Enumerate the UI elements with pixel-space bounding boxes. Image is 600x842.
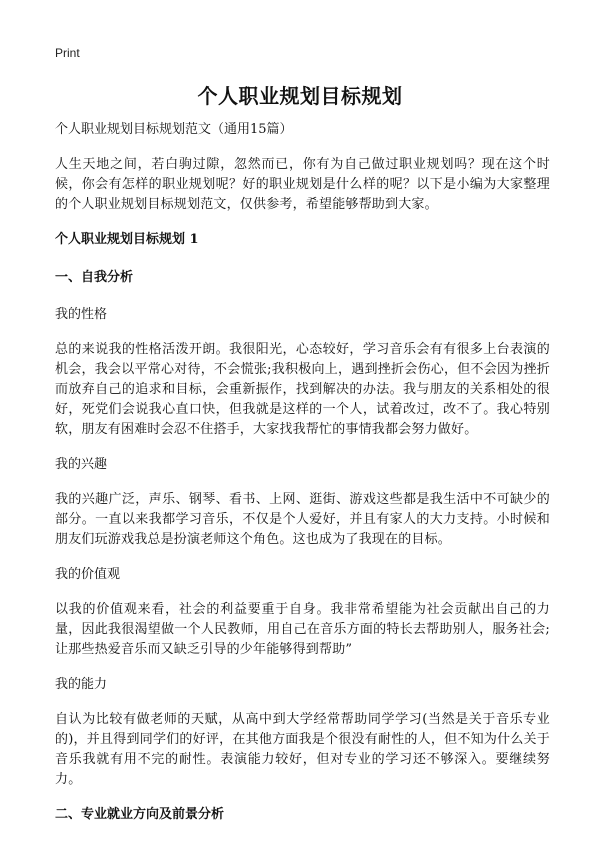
paragraph-abilities: 自认为比较有做老师的天赋，从高中到大学经常帮助同学学习(当然是关于音乐专业的)，并且得到同学们的好评，在其他方面我是个很没有耐性的人，但不知为什么关于音乐我就有用不完的耐性。表演能力较好，但对专业的学习还不够深入。要继续努力。 [55,712,550,787]
subheading-interests: 我的兴趣 [55,457,108,472]
subheading-values: 我的价值观 [55,567,121,582]
intro-paragraph: 人生天地之间，若白驹过隙，忽然而已，你有为自己做过职业规划吗？现在这个时候，你会有怎样的职业规划呢？好的职业规划是什么样的呢？以下是小编为大家整理的个人职业规划目标规划范文，仅供参考，希望能够帮助到大家。 [55,157,550,212]
document-subtitle: 个人职业规划目标规划范文（通用15篇） [55,122,293,137]
document-body [55,120,550,842]
subheading-abilities: 我的能力 [55,677,108,692]
paragraph-interests: 我的兴趣广泛，声乐、钢琴、看书、上网、逛街、游戏这些都是我生活中不可缺少的部分。一直以来我都学习音乐，不仅是个人爱好，并且有家人的大力支持。小时候和朋友们玩游戏我总是扮演老师这个角色。这也成为了我现在的目标。 [55,492,550,547]
subheading-personality: 我的性格 [55,307,108,322]
print-label[interactable]: Print [55,46,80,60]
paragraph-personality: 总的来说我的性格活泼开朗。我很阳光，心态较好，学习音乐会有有很多上台表演的机会，我会以平常心对待，不会慌张;我积极向上，遇到挫折会伤心，但不会因为挫折而放弃自己的追求和目标，会重新振作，找到解决的办法。我与朋友的关系相处的很好，死党们会说我心直口快，但我就是这样的一个人，试着改过，改不了。我心特别软，朋友有困难时会忍不住搭手，大家找我帮忙的事情我都会努力做好。 [55,342,550,437]
paragraph-values: 以我的价值观来看，社会的利益要重于自身。我非常希望能为社会贡献出自己的力量，因此我很渴望做一个人民教师，用自己在音乐方面的特长去帮助别人，服务社会;让那些热爱音乐而又缺乏引导的少年能够得到帮助” [55,602,550,657]
article-heading: 个人职业规划目标规划 1 [55,232,199,247]
document-title: 个人职业规划目标规划 [197,84,403,108]
section-heading-self-analysis: 一、自我分析 [55,270,134,285]
section-heading-career-direction: 二、专业就业方向及前景分析 [55,807,225,822]
